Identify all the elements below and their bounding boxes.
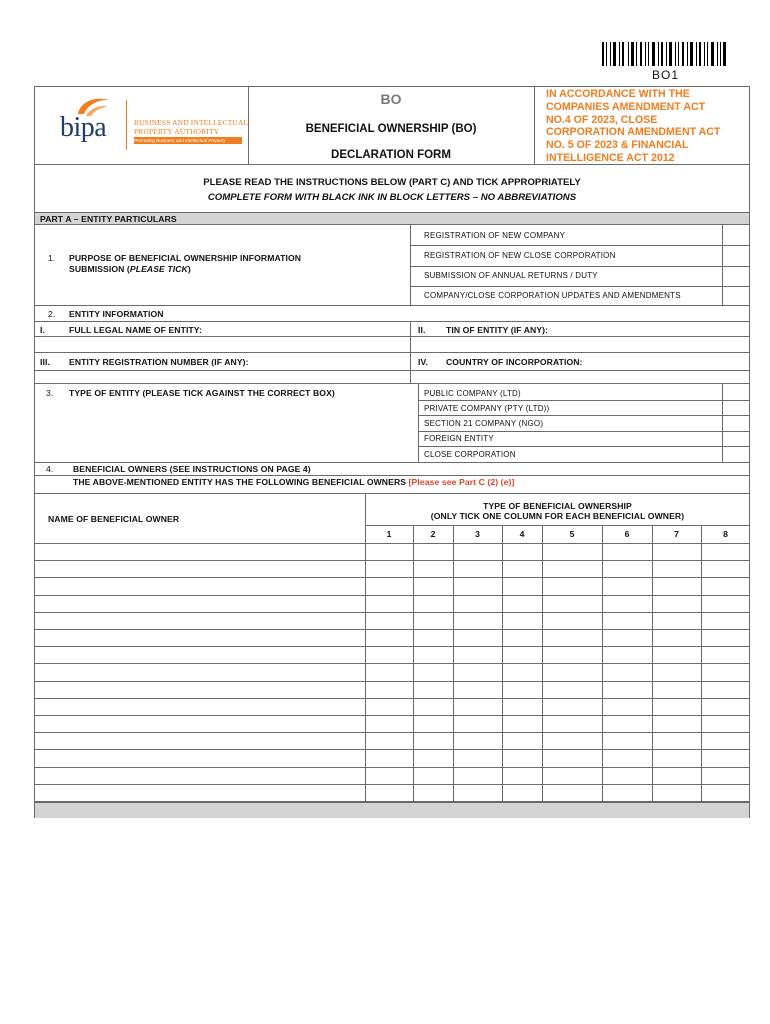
type-column-6: 6 [624, 529, 630, 539]
legal-line: INTELLIGENCE ACT 2012 [546, 151, 675, 164]
owner-type-tick-cell[interactable] [366, 699, 413, 715]
type-option-private: PRIVATE COMPANY (PTY (LTD)) [424, 404, 550, 413]
owner-type-tick-cell[interactable] [414, 596, 453, 612]
registration-number-input[interactable] [35, 371, 410, 384]
owner-type-tick-cell[interactable] [366, 664, 413, 680]
type-column-2: 2 [430, 529, 436, 539]
owner-type-tick-cell[interactable] [543, 578, 602, 594]
owner-type-tick-cell[interactable] [653, 785, 701, 801]
owner-type-tick-cell[interactable] [702, 733, 750, 749]
owner-type-tick-cell[interactable] [366, 630, 413, 646]
owner-type-tick-cell[interactable] [454, 785, 502, 801]
purpose-label-line1: PURPOSE OF BENEFICIAL OWNERSHIP INFORMATION [69, 253, 302, 263]
owner-name-input[interactable] [35, 647, 364, 663]
owner-type-tick-cell[interactable] [414, 613, 453, 629]
owner-type-tick-cell[interactable] [653, 699, 701, 715]
entity-ii-label: TIN OF ENTITY (IF ANY): [446, 325, 549, 335]
owners-footer-bar [35, 802, 749, 818]
entity-heading: ENTITY INFORMATION [69, 309, 164, 319]
type-column-8: 8 [723, 529, 728, 539]
owner-type-tick-cell[interactable] [454, 630, 502, 646]
entity-type-number: 3. [46, 388, 54, 398]
owner-type-tick-cell[interactable] [503, 733, 542, 749]
owner-type-tick-cell[interactable] [702, 561, 750, 577]
owner-type-tick-cell[interactable] [603, 682, 652, 698]
owner-type-tick-cell[interactable] [454, 578, 502, 594]
owner-name-input[interactable] [35, 596, 364, 612]
owner-type-tick-cell[interactable] [414, 716, 453, 732]
owner-type-tick-cell[interactable] [543, 647, 602, 663]
instructions-line2: COMPLETE FORM WITH BLACK INK IN BLOCK LETTERS – NO ABBREVIATIONS [207, 192, 577, 203]
owner-type-tick-cell[interactable] [603, 733, 652, 749]
owner-type-tick-cell[interactable] [603, 647, 652, 663]
logo-tagline: Promoting Business and Intellectual Property [134, 137, 242, 144]
purpose-option-updates: COMPANY/CLOSE CORPORATION UPDATES AND AMENDMENTS [424, 291, 681, 300]
owner-type-tick-cell[interactable] [503, 664, 542, 680]
entity-iii-label: ENTITY REGISTRATION NUMBER (IF ANY): [69, 357, 249, 367]
name-column-header: NAME OF BENEFICIAL OWNER [48, 514, 180, 524]
type-column-7: 7 [674, 529, 679, 539]
owner-name-input[interactable] [35, 768, 364, 784]
owner-type-tick-cell[interactable] [454, 613, 502, 629]
owner-type-tick-cell[interactable] [366, 647, 413, 663]
owner-type-tick-cell[interactable] [543, 682, 602, 698]
owner-type-tick-cell[interactable] [543, 561, 602, 577]
form-title: BENEFICIAL OWNERSHIP (BO) [305, 123, 477, 135]
legal-line: IN ACCORDANCE WITH THE [546, 88, 690, 100]
entity-type-label: TYPE OF ENTITY (PLEASE TICK AGAINST THE CORRECT BOX) [69, 388, 335, 398]
owner-type-tick-cell[interactable] [366, 716, 413, 732]
owners-subheading-text: THE ABOVE-MENTIONED ENTITY HAS THE FOLLOWING BENEFICIAL OWNERS [73, 477, 409, 487]
owner-type-tick-cell[interactable] [543, 750, 602, 766]
owner-type-tick-cell[interactable] [653, 613, 701, 629]
owner-type-tick-cell[interactable] [702, 613, 750, 629]
owner-type-tick-cell[interactable] [414, 682, 453, 698]
owner-type-tick-cell[interactable] [366, 561, 413, 577]
owners-note: [Please see Part C (2) (e)] [408, 477, 515, 487]
owner-type-tick-cell[interactable] [653, 733, 701, 749]
part-a-heading: PART A – ENTITY PARTICULARS [40, 214, 177, 224]
purpose-label-line2 [69, 264, 301, 275]
owner-type-tick-cell[interactable] [603, 630, 652, 646]
entity-iv-number: IV. [418, 357, 429, 367]
owner-type-tick-cell[interactable] [543, 664, 602, 680]
form-code: BO [380, 91, 402, 107]
owner-type-tick-cell[interactable] [503, 630, 542, 646]
owner-type-tick-cell[interactable] [414, 699, 453, 715]
owner-type-tick-cell[interactable] [503, 682, 542, 698]
owner-type-tick-cell[interactable] [414, 544, 453, 560]
owner-type-tick-cell[interactable] [414, 664, 453, 680]
purpose-option-annual-returns: SUBMISSION OF ANNUAL RETURNS / DUTY [424, 271, 598, 280]
owner-type-tick-cell[interactable] [366, 785, 413, 801]
owner-type-tick-cell[interactable] [702, 750, 750, 766]
owner-type-tick-cell[interactable] [653, 544, 701, 560]
owner-type-tick-cell[interactable] [543, 785, 602, 801]
owner-type-tick-cell[interactable] [366, 768, 413, 784]
entity-i-label: FULL LEGAL NAME OF ENTITY: [69, 325, 202, 335]
owner-name-input[interactable] [35, 578, 364, 594]
owner-type-tick-cell[interactable] [366, 613, 413, 629]
owner-type-tick-cell[interactable] [503, 578, 542, 594]
owners-heading: BENEFICIAL OWNERS (SEE INSTRUCTIONS ON PAGE 4) [73, 464, 311, 474]
logo-word: bipa [60, 112, 107, 143]
owner-type-tick-cell[interactable] [603, 596, 652, 612]
owners-subheading [73, 477, 514, 487]
owner-type-tick-cell[interactable] [454, 699, 502, 715]
owner-type-tick-cell[interactable] [702, 578, 750, 594]
entity-number: 2. [48, 309, 56, 319]
country-input[interactable] [411, 371, 749, 384]
entity-ii-number: II. [418, 325, 426, 335]
owner-type-tick-cell[interactable] [503, 561, 542, 577]
owner-type-tick-cell[interactable] [414, 578, 453, 594]
owner-type-tick-cell[interactable] [653, 561, 701, 577]
tin-input[interactable] [411, 337, 749, 352]
owner-type-tick-cell[interactable] [414, 561, 453, 577]
owner-type-tick-cell[interactable] [543, 613, 602, 629]
owner-type-tick-cell[interactable] [366, 750, 413, 766]
form-subtitle: DECLARATION FORM [331, 149, 451, 161]
owner-type-tick-cell[interactable] [414, 768, 453, 784]
owner-type-tick-cell[interactable] [503, 750, 542, 766]
tick-box-updates[interactable] [723, 287, 749, 306]
type-column-3: 3 [475, 529, 480, 539]
owner-type-tick-cell[interactable] [653, 768, 701, 784]
owner-name-input[interactable] [35, 699, 364, 715]
owner-type-tick-cell[interactable] [702, 682, 750, 698]
purpose-option-new-company: REGISTRATION OF NEW COMPANY [424, 231, 566, 240]
purpose-label-line2a: SUBMISSION ( [69, 264, 130, 274]
type-header-line2: (ONLY TICK ONE COLUMN FOR EACH BENEFICIAL OWNER) [430, 511, 685, 521]
owner-type-tick-cell[interactable] [653, 664, 701, 680]
owner-type-tick-cell[interactable] [503, 544, 542, 560]
owner-name-input[interactable] [35, 630, 364, 646]
owner-type-tick-cell[interactable] [454, 682, 502, 698]
owner-type-tick-cell[interactable] [653, 716, 701, 732]
tick-box-cc[interactable] [723, 447, 749, 462]
owner-type-tick-cell[interactable] [653, 596, 701, 612]
owner-type-tick-cell[interactable] [603, 664, 652, 680]
owner-type-tick-cell[interactable] [366, 596, 413, 612]
tick-box-annual-returns[interactable] [723, 267, 749, 286]
type-column-5: 5 [569, 529, 575, 539]
purpose-number: 1. [48, 253, 56, 263]
owner-name-input[interactable] [35, 561, 364, 577]
owner-type-tick-cell[interactable] [454, 561, 502, 577]
owner-type-tick-cell[interactable] [454, 596, 502, 612]
owner-type-tick-cell[interactable] [414, 785, 453, 801]
owner-type-tick-cell[interactable] [603, 699, 652, 715]
owner-type-tick-cell[interactable] [414, 630, 453, 646]
legal-line: COMPANIES AMENDMENT ACT [546, 100, 706, 113]
entity-iii-number: III. [40, 357, 50, 367]
owner-type-tick-cell[interactable] [543, 716, 602, 732]
owner-type-tick-cell[interactable] [414, 750, 453, 766]
owner-name-input[interactable] [35, 544, 364, 560]
owner-type-tick-cell[interactable] [503, 613, 542, 629]
tick-box-private[interactable] [723, 401, 749, 415]
owner-type-tick-cell[interactable] [653, 578, 701, 594]
tick-box-section21[interactable] [723, 416, 749, 431]
legal-reference [546, 88, 720, 165]
instructions-box [34, 165, 750, 213]
owner-type-tick-cell[interactable] [366, 733, 413, 749]
tick-box-new-company[interactable] [723, 226, 749, 245]
owner-type-tick-cell[interactable] [603, 613, 652, 629]
owner-type-tick-cell[interactable] [543, 768, 602, 784]
owner-type-tick-cell[interactable] [366, 682, 413, 698]
owner-type-tick-cell[interactable] [603, 768, 652, 784]
owner-type-tick-cell[interactable] [702, 647, 750, 663]
owner-type-tick-cell[interactable] [503, 699, 542, 715]
owner-type-tick-cell[interactable] [414, 647, 453, 663]
owner-type-tick-cell[interactable] [503, 716, 542, 732]
owner-type-tick-cell[interactable] [702, 544, 750, 560]
owner-name-input[interactable] [35, 785, 364, 801]
type-option-section21: SECTION 21 COMPANY (NGO) [424, 419, 544, 428]
owner-type-tick-cell[interactable] [702, 630, 750, 646]
owner-type-tick-cell[interactable] [702, 699, 750, 715]
owner-type-tick-cell[interactable] [503, 647, 542, 663]
owner-type-tick-cell[interactable] [603, 544, 652, 560]
owner-type-tick-cell[interactable] [454, 733, 502, 749]
owner-type-tick-cell[interactable] [454, 664, 502, 680]
owner-type-tick-cell[interactable] [603, 716, 652, 732]
owner-type-tick-cell[interactable] [702, 596, 750, 612]
owner-type-tick-cell[interactable] [543, 733, 602, 749]
owner-type-tick-cell[interactable] [653, 647, 701, 663]
type-option-foreign: FOREIGN ENTITY [424, 434, 494, 443]
legal-line: CORPORATION AMENDMENT ACT [546, 126, 721, 139]
owner-type-tick-cell[interactable] [503, 785, 542, 801]
legal-line: NO.4 OF 2023, CLOSE [546, 113, 658, 126]
owner-type-tick-cell[interactable] [454, 768, 502, 784]
owner-type-tick-cell[interactable] [603, 561, 652, 577]
owner-type-tick-cell[interactable] [603, 578, 652, 594]
owner-type-tick-cell[interactable] [702, 716, 750, 732]
owner-type-tick-cell[interactable] [454, 647, 502, 663]
logo-line2: PROPERTY AUTHORITY [134, 127, 220, 136]
type-header-line1: TYPE OF BENEFICIAL OWNERSHIP [483, 501, 632, 511]
entity-i-number: I. [40, 325, 45, 335]
tick-box-new-cc[interactable] [723, 246, 749, 266]
owners-number: 4. [46, 464, 54, 474]
owner-type-tick-cell[interactable] [414, 733, 453, 749]
type-column-1: 1 [386, 529, 392, 539]
type-option-public: PUBLIC COMPANY (LTD) [424, 389, 521, 398]
owner-type-tick-cell[interactable] [503, 768, 542, 784]
owner-name-input[interactable] [35, 613, 364, 629]
owner-type-tick-cell[interactable] [653, 750, 701, 766]
owner-type-tick-cell[interactable] [603, 785, 652, 801]
owner-name-input[interactable] [35, 664, 364, 680]
owner-type-tick-cell[interactable] [702, 664, 750, 680]
entity-iv-label: COUNTRY OF INCORPORATION: [446, 357, 583, 367]
owner-type-tick-cell[interactable] [702, 785, 750, 801]
legal-line: NO. 5 OF 2023 & FINANCIAL [546, 139, 689, 152]
owner-type-tick-cell[interactable] [653, 630, 701, 646]
purpose-option-new-cc: REGISTRATION OF NEW CLOSE CORPORATION [424, 251, 616, 260]
bipa-logo [60, 96, 250, 156]
owner-name-input[interactable] [35, 682, 364, 698]
logo-line1: BUSINESS AND INTELLECTUAL [134, 118, 249, 127]
full-legal-name-input[interactable] [35, 337, 410, 352]
type-column-4: 4 [519, 529, 525, 539]
owner-type-tick-cell[interactable] [543, 596, 602, 612]
purpose-label [69, 253, 301, 275]
owner-name-input[interactable] [35, 733, 364, 749]
owner-type-tick-cell[interactable] [454, 544, 502, 560]
owner-type-tick-cell[interactable] [366, 544, 413, 560]
tick-box-public[interactable] [723, 385, 749, 400]
owner-type-tick-cell[interactable] [543, 630, 602, 646]
purpose-label-line2c: ) [187, 264, 191, 274]
owner-type-tick-cell[interactable] [543, 699, 602, 715]
owner-type-tick-cell[interactable] [503, 596, 542, 612]
owner-type-tick-cell[interactable] [454, 750, 502, 766]
owner-type-tick-cell[interactable] [366, 578, 413, 594]
barcode-code: BO1 [652, 68, 680, 82]
barcode [602, 42, 726, 66]
owner-type-tick-cell[interactable] [603, 750, 652, 766]
owner-type-tick-cell[interactable] [702, 768, 750, 784]
owner-name-input[interactable] [35, 750, 364, 766]
purpose-label-line2b: PLEASE TICK [129, 264, 188, 274]
owner-name-input[interactable] [35, 716, 364, 732]
owner-type-tick-cell[interactable] [543, 544, 602, 560]
tick-box-foreign[interactable] [723, 432, 749, 446]
owner-type-tick-cell[interactable] [653, 682, 701, 698]
instructions-line1: PLEASE READ THE INSTRUCTIONS BELOW (PART C) AND TICK APPROPRIATELY [203, 177, 581, 188]
owner-type-tick-cell[interactable] [454, 716, 502, 732]
type-option-cc: CLOSE CORPORATION [424, 450, 516, 459]
